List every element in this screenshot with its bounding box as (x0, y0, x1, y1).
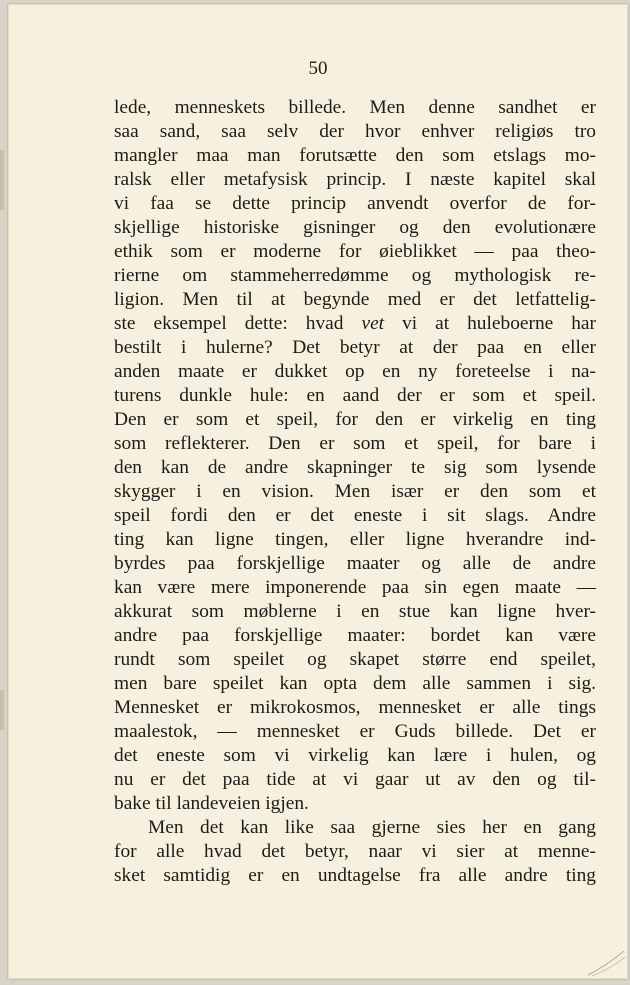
text-line-14: Den er som et speil, for den er virkelig en ting (114, 409, 596, 430)
binding-edge-mark (0, 690, 4, 730)
text-line-18: speil fordi den er det eneste i sit slags. Andre (114, 505, 596, 526)
text-line-2: saa sand, saa selv der hvor enhver religiøs tro (114, 121, 596, 142)
text-line-3: mangler maa man forutsætte den som etslags mo- (114, 145, 596, 166)
text-line-8: rierne om stammeherredømme og mythologisk re- (114, 265, 596, 286)
text-line-16: den kan de andre skapninger te sig som lysende (114, 457, 596, 478)
text-line-24: rundt som speilet og skapet større end speilet, (114, 649, 596, 670)
text-line-7: ethik som er moderne for øieblikket — paa theo- (114, 241, 596, 262)
page-corner-curl (586, 947, 626, 977)
text-line-19: ting kan ligne tingen, eller ligne hverandre ind- (114, 529, 596, 550)
text-line-29: nu er det paa tide at vi gaar ut av den og til- (114, 769, 596, 790)
text-line-33: sket samtidig er en undtagelse fra alle andre ting (114, 865, 596, 886)
emphasized-word: vet (361, 313, 385, 334)
text-line-11: bestilt i hulerne? Det betyr at der paa en eller (114, 337, 596, 358)
text-line-30: bake til landeveien igjen. (114, 793, 309, 814)
text-line-10-start: ste eksempel dette: hvad (114, 313, 362, 334)
text-line-17: skygger i en vision. Men især er den som et (114, 481, 596, 502)
text-line-31: Men det kan like saa gjerne sies her en gang (148, 817, 596, 838)
page-number: 50 (308, 58, 328, 79)
text-line-21: kan være mere imponerende paa sin egen maate — (114, 577, 596, 598)
text-line-1: lede, menneskets billede. Men denne sandhet er (114, 97, 596, 118)
text-line-15: som reflekterer. Den er som et speil, for bare i (114, 433, 596, 454)
text-line-25: men bare speilet kan opta dem alle sammen i sig. (114, 673, 596, 694)
text-line-5: vi faa se dette princip anvendt overfor de for- (114, 193, 596, 214)
book-page (8, 4, 628, 979)
text-line-12: anden maate er dukket op en ny foreteelse i na- (114, 361, 596, 382)
text-line-26: Mennesket er mikrokosmos, mennesket er alle tings (114, 697, 596, 718)
text-line-4: ralsk eller metafysisk princip. I næste kapitel skal (114, 169, 596, 190)
text-line-10 (114, 312, 596, 336)
text-line-20: byrdes paa forskjellige maater og alle de andre (114, 553, 596, 574)
binding-edge-mark (0, 150, 4, 210)
text-line-23: andre paa forskjellige maater: bordet kan være (114, 625, 596, 646)
text-line-27: maalestok, — mennesket er Guds billede. Det er (114, 721, 596, 742)
text-line-10-end: vi at huleboerne har (384, 313, 596, 334)
text-line-13: turens dunkle hule: en aand der er som et speil. (114, 385, 596, 406)
text-line-28: det eneste som vi virkelig kan lære i hulen, og (114, 745, 596, 766)
text-line-32: for alle hvad det betyr, naar vi sier at menne- (114, 841, 596, 862)
text-line-22: akkurat som møblerne i en stue kan ligne hver- (114, 601, 596, 622)
text-line-9: ligion. Men til at begynde med er det letfattelig- (114, 289, 596, 310)
body-text (114, 96, 596, 888)
text-line-6: skjellige historiske gisninger og den evolutionære (114, 217, 596, 238)
